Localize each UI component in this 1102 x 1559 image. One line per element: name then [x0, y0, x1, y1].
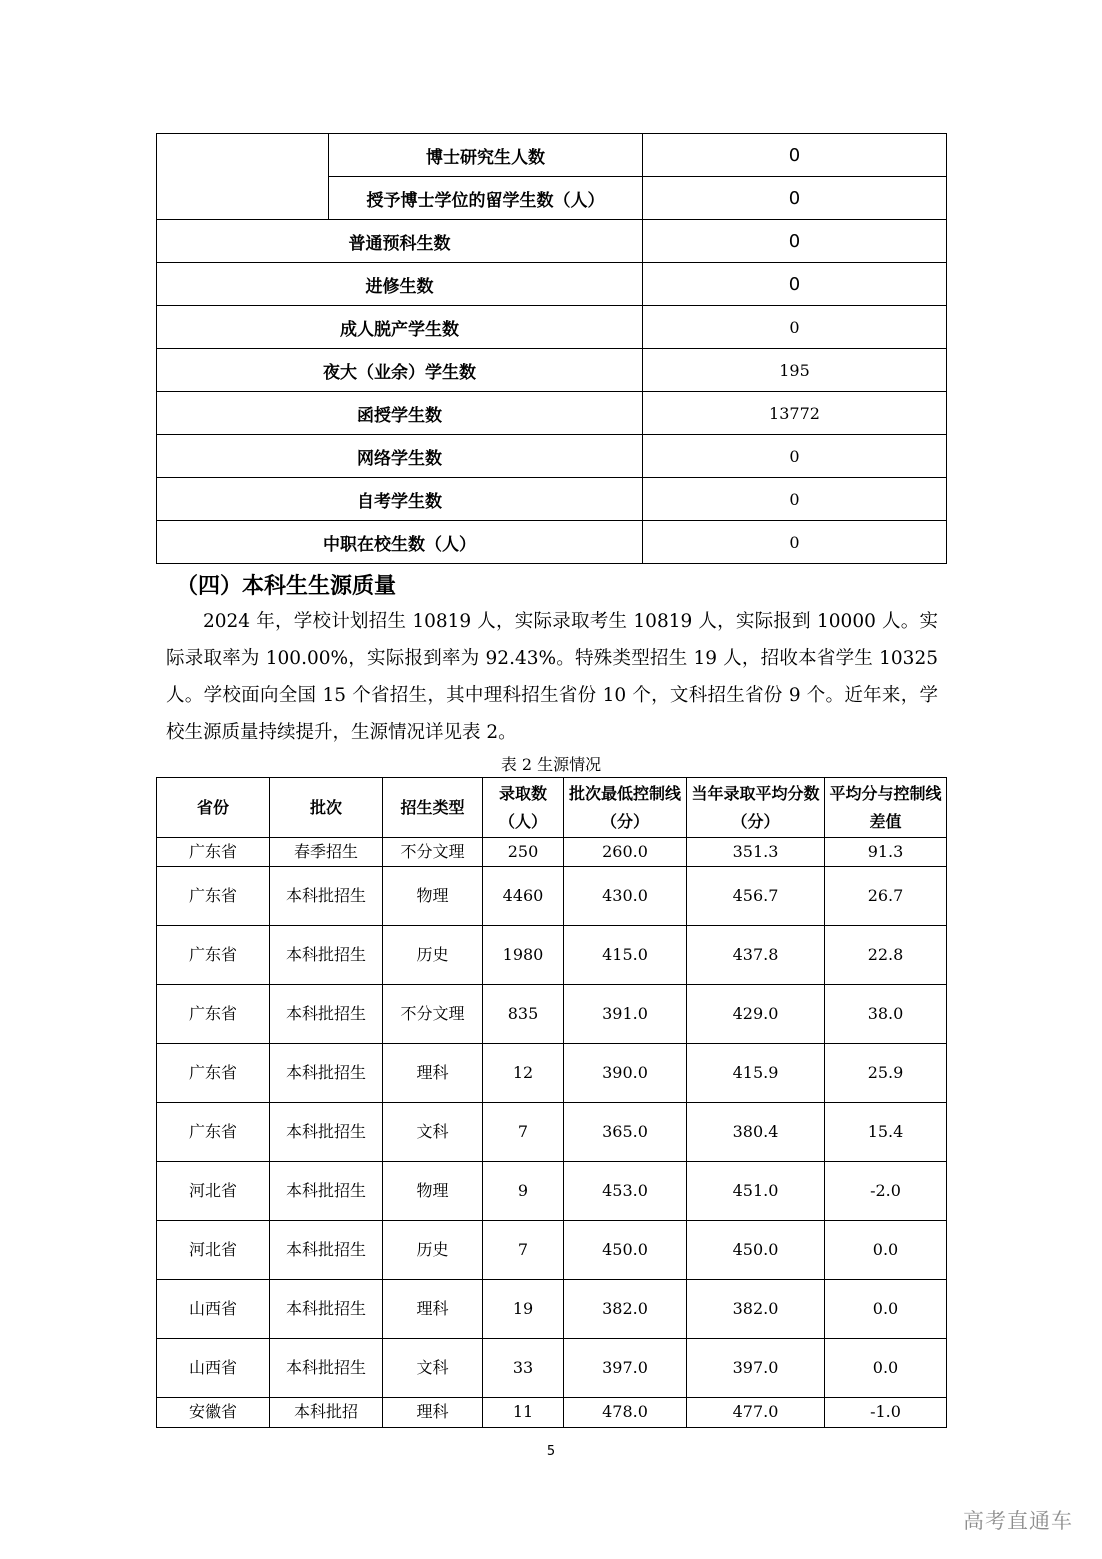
stat-label: 夜大（业余）学生数: [157, 349, 643, 392]
table-row: [157, 349, 947, 392]
control-line-cell: 453.0: [564, 1162, 687, 1221]
batch-cell: 春季招生: [270, 838, 383, 867]
table-row: [157, 867, 947, 926]
average-score-cell: 351.3: [687, 838, 825, 867]
province-cell: 山西省: [157, 1280, 270, 1339]
province-cell: 山西省: [157, 1339, 270, 1398]
table-row: [157, 263, 947, 306]
stat-label: 中职在校生数（人）: [157, 521, 643, 564]
page-number: 5: [546, 1444, 556, 1459]
body-paragraph: 2024 年，学校计划招生 10819 人，实际录取考生 10819 人，实际报到 10000 人。实际录取率为 100.00%，实际报到率为 92.43%。特殊类型招生 19 人，招收本省学生 10325 人。学校面向全国 15 个省招生，其中理科招生省份 10 个，文科招生省份 9 个。近年来，学校生源质量持续提升，生源情况详见表 2。: [166, 611, 938, 743]
column-header: 批次: [270, 778, 383, 838]
province-cell: 广东省: [157, 926, 270, 985]
table-caption: 表 2 生源情况: [500, 755, 602, 774]
column-header: 批次最低控制线（分）: [564, 778, 687, 838]
watermark: 高考直通车: [963, 1509, 1073, 1533]
average-score-cell: 415.9: [687, 1044, 825, 1103]
table-row: [157, 1044, 947, 1103]
batch-cell: 本科批招生: [270, 1162, 383, 1221]
student-source-table: [156, 777, 947, 1428]
table-row: [157, 1339, 947, 1398]
batch-cell: 本科批招生: [270, 985, 383, 1044]
table-row: [157, 1162, 947, 1221]
column-header: 招生类型: [383, 778, 483, 838]
control-line-cell: 430.0: [564, 867, 687, 926]
average-score-cell: 451.0: [687, 1162, 825, 1221]
stat-value: 0: [643, 478, 947, 521]
table-row: [157, 134, 947, 177]
source-table-body: [157, 838, 947, 1428]
stat-label: 成人脱产学生数: [157, 306, 643, 349]
score-difference-cell: 26.7: [825, 867, 947, 926]
enrollment-stats-table: [156, 133, 947, 564]
admitted-count-cell: 4460: [483, 867, 564, 926]
stat-label: 博士研究生人数: [329, 134, 643, 177]
control-line-cell: 450.0: [564, 1221, 687, 1280]
stat-value: 195: [643, 349, 947, 392]
stat-value: 0: [643, 134, 947, 177]
average-score-cell: 380.4: [687, 1103, 825, 1162]
admitted-count-cell: 11: [483, 1398, 564, 1428]
column-header: 省份: [157, 778, 270, 838]
type-cell: 理科: [383, 1280, 483, 1339]
stat-label: 进修生数: [157, 263, 643, 306]
score-difference-cell: -1.0: [825, 1398, 947, 1428]
stat-value: 0: [643, 435, 947, 478]
batch-cell: 本科批招生: [270, 1339, 383, 1398]
stat-value: 0: [643, 306, 947, 349]
table-row: [157, 985, 947, 1044]
score-difference-cell: 22.8: [825, 926, 947, 985]
table-row: [157, 1221, 947, 1280]
province-cell: 广东省: [157, 867, 270, 926]
batch-cell: 本科批招生: [270, 1280, 383, 1339]
average-score-cell: 429.0: [687, 985, 825, 1044]
stats-table-body: [157, 134, 947, 564]
batch-cell: 本科批招生: [270, 1044, 383, 1103]
score-difference-cell: 15.4: [825, 1103, 947, 1162]
stat-label: 网络学生数: [157, 435, 643, 478]
control-line-cell: 382.0: [564, 1280, 687, 1339]
type-cell: 不分文理: [383, 985, 483, 1044]
admitted-count-cell: 9: [483, 1162, 564, 1221]
admitted-count-cell: 835: [483, 985, 564, 1044]
average-score-cell: 477.0: [687, 1398, 825, 1428]
header-row: [157, 778, 947, 838]
column-header: 平均分与控制线差值: [825, 778, 947, 838]
table-row: [157, 220, 947, 263]
table-row: [157, 521, 947, 564]
admitted-count-cell: 250: [483, 838, 564, 867]
score-difference-cell: 0.0: [825, 1221, 947, 1280]
type-cell: 理科: [383, 1398, 483, 1428]
batch-cell: 本科批招生: [270, 1103, 383, 1162]
type-cell: 文科: [383, 1103, 483, 1162]
admitted-count-cell: 7: [483, 1221, 564, 1280]
stat-value: 13772: [643, 392, 947, 435]
column-header: 当年录取平均分数（分）: [687, 778, 825, 838]
stat-label: 授予博士学位的留学生数（人）: [329, 177, 643, 220]
score-difference-cell: 38.0: [825, 985, 947, 1044]
score-difference-cell: 0.0: [825, 1339, 947, 1398]
type-cell: 物理: [383, 867, 483, 926]
table-row: [157, 435, 947, 478]
average-score-cell: 450.0: [687, 1221, 825, 1280]
blank-merged-cell: [157, 134, 329, 220]
admitted-count-cell: 1980: [483, 926, 564, 985]
type-cell: 不分文理: [383, 838, 483, 867]
score-difference-cell: 0.0: [825, 1280, 947, 1339]
province-cell: 安徽省: [157, 1398, 270, 1428]
stat-value: 0: [643, 263, 947, 306]
admitted-count-cell: 12: [483, 1044, 564, 1103]
average-score-cell: 397.0: [687, 1339, 825, 1398]
average-score-cell: 437.8: [687, 926, 825, 985]
control-line-cell: 397.0: [564, 1339, 687, 1398]
average-score-cell: 382.0: [687, 1280, 825, 1339]
table-row: [157, 926, 947, 985]
table-row: [157, 838, 947, 867]
control-line-cell: 390.0: [564, 1044, 687, 1103]
table-row: [157, 392, 947, 435]
score-difference-cell: -2.0: [825, 1162, 947, 1221]
control-line-cell: 391.0: [564, 985, 687, 1044]
type-cell: 文科: [383, 1339, 483, 1398]
section-heading: （四）本科生生源质量: [176, 574, 397, 599]
province-cell: 广东省: [157, 1044, 270, 1103]
score-difference-cell: 91.3: [825, 838, 947, 867]
control-line-cell: 260.0: [564, 838, 687, 867]
column-header: 录取数（人）: [483, 778, 564, 838]
province-cell: 广东省: [157, 838, 270, 867]
control-line-cell: 478.0: [564, 1398, 687, 1428]
control-line-cell: 365.0: [564, 1103, 687, 1162]
batch-cell: 本科批招生: [270, 926, 383, 985]
province-cell: 河北省: [157, 1221, 270, 1280]
batch-cell: 本科批招生: [270, 1221, 383, 1280]
admitted-count-cell: 33: [483, 1339, 564, 1398]
table-row: [157, 1280, 947, 1339]
province-cell: 广东省: [157, 985, 270, 1044]
table-row: [157, 306, 947, 349]
table-header: [157, 778, 947, 838]
stat-value: 0: [643, 177, 947, 220]
average-score-cell: 456.7: [687, 867, 825, 926]
batch-cell: 本科批招生: [270, 867, 383, 926]
stat-label: 普通预科生数: [157, 220, 643, 263]
admitted-count-cell: 19: [483, 1280, 564, 1339]
control-line-cell: 415.0: [564, 926, 687, 985]
type-cell: 历史: [383, 926, 483, 985]
stat-value: 0: [643, 220, 947, 263]
admitted-count-cell: 7: [483, 1103, 564, 1162]
province-cell: 广东省: [157, 1103, 270, 1162]
table-row: [157, 478, 947, 521]
type-cell: 理科: [383, 1044, 483, 1103]
score-difference-cell: 25.9: [825, 1044, 947, 1103]
batch-cell: 本科批招: [270, 1398, 383, 1428]
type-cell: 历史: [383, 1221, 483, 1280]
table-row: [157, 1103, 947, 1162]
type-cell: 物理: [383, 1162, 483, 1221]
stat-label: 函授学生数: [157, 392, 643, 435]
table-row: [157, 1398, 947, 1428]
stat-label: 自考学生数: [157, 478, 643, 521]
province-cell: 河北省: [157, 1162, 270, 1221]
stat-value: 0: [643, 521, 947, 564]
